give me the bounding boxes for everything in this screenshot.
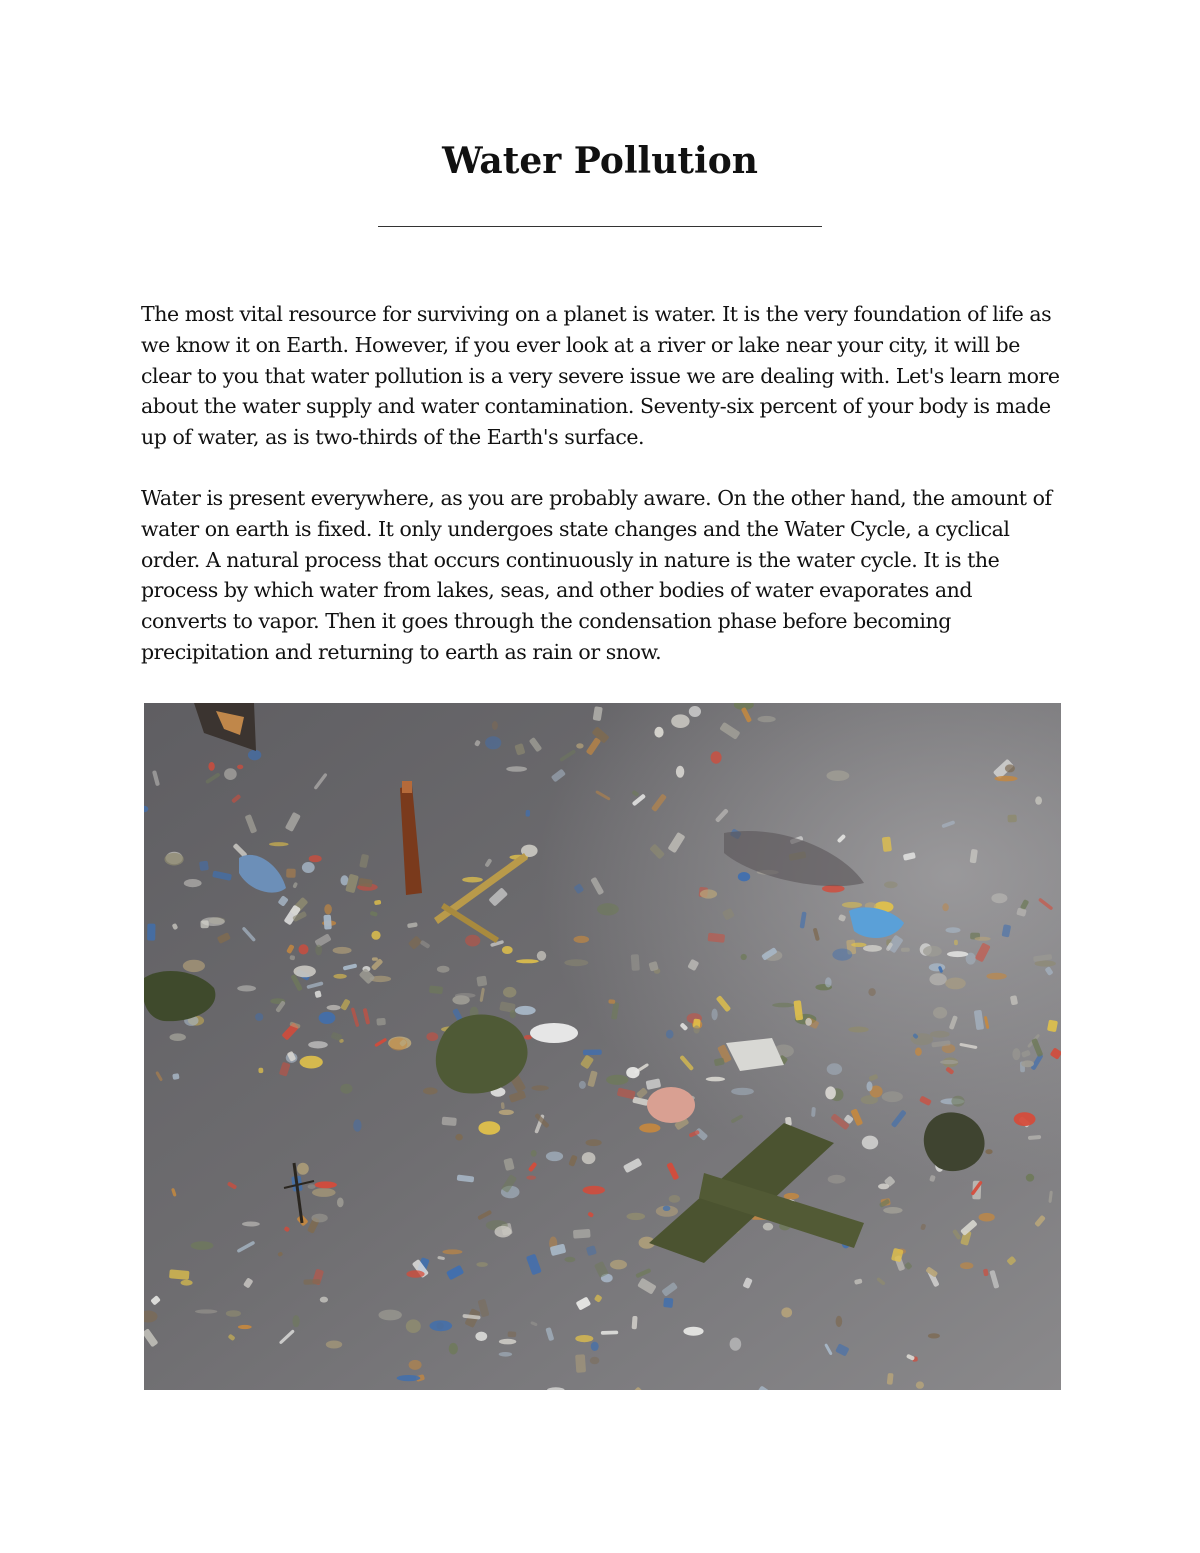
debris-piece	[828, 1175, 846, 1184]
debris-piece	[170, 1033, 186, 1041]
debris-piece	[294, 966, 316, 978]
debris-piece	[462, 877, 483, 883]
debris-piece	[583, 1186, 605, 1195]
debris-piece	[1005, 764, 1015, 772]
debris-piece	[315, 1181, 337, 1188]
debris-piece	[582, 1152, 596, 1164]
debris-piece	[442, 1117, 457, 1126]
debris-piece	[499, 1352, 512, 1357]
debris-piece	[353, 1119, 361, 1131]
debris-piece	[526, 1176, 536, 1180]
debris-piece	[960, 1262, 973, 1269]
debris-piece	[327, 1005, 341, 1010]
debris-piece	[503, 987, 516, 998]
debris-piece	[510, 1010, 516, 1018]
polluted-water-illustration	[144, 703, 1061, 1390]
debris-piece	[195, 1309, 217, 1313]
debris-piece	[531, 1085, 548, 1090]
debris-piece	[324, 904, 332, 914]
debris-piece	[449, 1343, 458, 1355]
debris-piece	[929, 963, 945, 971]
debris-piece	[574, 936, 590, 943]
debris-piece	[429, 985, 443, 994]
debris-piece	[323, 915, 331, 930]
debris-piece	[201, 917, 224, 926]
debris-piece	[499, 1110, 514, 1115]
debris-piece	[525, 810, 530, 817]
debris-piece	[1035, 796, 1042, 804]
debris-piece	[738, 872, 750, 881]
debris-piece	[147, 924, 155, 941]
debris-piece	[564, 1257, 575, 1262]
debris-piece	[183, 960, 205, 972]
debris-piece	[832, 949, 852, 961]
debris-piece	[883, 1207, 902, 1214]
debris-piece	[991, 893, 1007, 903]
debris-piece	[689, 706, 701, 717]
debris-piece	[184, 879, 202, 887]
debris-piece	[929, 973, 946, 985]
debris-piece	[333, 974, 346, 979]
debris-piece	[340, 1084, 352, 1094]
debris-piece	[437, 966, 450, 973]
debris-piece	[772, 1003, 794, 1008]
debris-piece	[741, 954, 747, 960]
paragraph-water-cycle: Water is present everywhere, as you are probably aware. On the other hand, the amount of water on earth is fixed. It only undergoes state changes and the Water Cycle, a cyclical order. A natural process that occurs continuously in nature is the water cycle. It is the process by which water from lakes, seas, and other bodies of water evaporates and converts to vapor. Then it goes through the condensation phase before becoming precipitation and returning to earth as rain or snow.	[141, 486, 1052, 664]
debris-piece	[248, 750, 261, 761]
debris-piece	[191, 1241, 214, 1250]
debris-piece	[319, 1012, 336, 1024]
debris-piece	[546, 1152, 563, 1162]
debris-piece	[606, 1075, 628, 1085]
debris-piece	[887, 1373, 894, 1385]
debris-piece	[763, 1223, 773, 1231]
debris-piece	[693, 1025, 699, 1033]
debris-piece	[601, 1331, 619, 1335]
debris-piece	[671, 714, 689, 728]
debris-piece	[663, 1298, 673, 1308]
debris-piece	[862, 1136, 878, 1150]
debris-piece	[237, 765, 243, 770]
debris-piece	[591, 1342, 599, 1351]
debris-piece	[586, 1139, 602, 1146]
debris-piece	[975, 937, 991, 941]
debris-piece	[579, 1081, 586, 1089]
debris-piece	[224, 768, 237, 780]
debris-piece	[476, 976, 487, 987]
debris-piece	[731, 1088, 754, 1095]
debris-piece	[923, 946, 942, 957]
debris-piece	[237, 985, 256, 991]
debris-piece	[597, 903, 619, 915]
debris-piece	[730, 1338, 742, 1351]
debris-piece	[409, 1360, 422, 1370]
debris-piece	[940, 1060, 958, 1064]
debris-piece	[805, 1018, 812, 1026]
debris-piece	[1014, 1112, 1036, 1126]
debris-piece	[583, 1050, 602, 1056]
debris-piece	[499, 1339, 516, 1345]
debris-piece	[506, 766, 527, 772]
debris-piece	[1012, 1048, 1020, 1060]
debris-piece	[376, 1018, 386, 1026]
debris-piece	[863, 945, 882, 952]
debris-piece	[712, 1009, 718, 1021]
debris-piece	[442, 1249, 462, 1254]
debris-piece	[590, 1357, 600, 1365]
debris-piece	[933, 1007, 947, 1019]
debris-piece	[524, 1035, 532, 1040]
debris-piece	[242, 1222, 260, 1227]
debris-piece	[666, 1030, 674, 1039]
debris-piece	[531, 1150, 537, 1157]
debris-piece	[371, 931, 380, 940]
debris-piece	[825, 977, 832, 987]
debris-piece	[320, 1297, 328, 1303]
debris-piece	[928, 1333, 940, 1338]
debris-piece	[884, 881, 898, 888]
debris-piece	[406, 1270, 424, 1278]
debris-piece	[683, 1327, 703, 1336]
debris-piece	[575, 1335, 593, 1342]
debris-piece	[836, 1316, 843, 1327]
debris-piece	[576, 743, 583, 748]
debris-piece	[208, 762, 214, 771]
debris-piece	[842, 902, 862, 908]
debris-piece	[537, 951, 546, 961]
debris-piece	[882, 837, 892, 853]
debris-piece	[311, 1214, 327, 1223]
debris-piece	[1021, 1060, 1034, 1067]
debris-piece	[626, 1067, 639, 1078]
debris-piece	[312, 1188, 336, 1197]
debris-piece	[333, 947, 352, 954]
page-title: Water Pollution	[442, 140, 758, 182]
debris-piece	[1007, 815, 1016, 823]
debris-piece	[372, 957, 378, 960]
debris-piece	[867, 1081, 873, 1091]
debris-piece	[455, 993, 476, 998]
debris-piece	[945, 978, 966, 990]
debris-piece	[286, 869, 296, 878]
debris-piece	[825, 1086, 836, 1099]
debris-piece	[269, 842, 289, 846]
debris-piece	[476, 1262, 488, 1267]
debris-piece	[663, 1206, 671, 1211]
debris-piece	[1026, 1174, 1034, 1182]
debris-piece	[930, 1031, 950, 1038]
debris-piece	[169, 1269, 190, 1280]
debris-piece	[711, 751, 722, 763]
debris-piece	[631, 954, 640, 971]
debris-piece	[947, 951, 968, 957]
debris-piece	[942, 903, 948, 911]
debris-piece	[986, 973, 1006, 980]
debris-piece	[575, 1354, 586, 1373]
debris-piece	[492, 721, 498, 730]
debris-piece	[954, 940, 958, 946]
debris-piece	[495, 1226, 512, 1238]
debris-piece	[827, 770, 850, 781]
debris-piece	[946, 927, 961, 933]
debris-piece	[303, 1279, 320, 1285]
debris-piece	[848, 1027, 868, 1033]
paragraph-intro: The most vital resource for surviving on a planet is water. It is the very foundation of life as we know it on Earth. However, if you ever look at a river or lake near your city, it will be clear to you that water pollution is a very severe issue we are dealing with. Let's learn more about the water supply and water contamination. Seventy-six percent of your body is made up of water, as is two-thirds of the Earth's surface.	[141, 302, 1060, 450]
debris-piece	[478, 1121, 500, 1135]
debris-piece	[337, 1198, 344, 1208]
polluted-water-photo	[144, 703, 1061, 1390]
debris-piece	[181, 1280, 193, 1286]
debris-piece	[397, 1375, 421, 1381]
debris-piece	[315, 945, 322, 956]
debris-piece	[851, 943, 866, 947]
debris-piece	[300, 1056, 323, 1069]
debris-piece	[475, 1332, 487, 1341]
debris-piece	[995, 776, 1018, 782]
debris-piece	[654, 727, 663, 738]
debris-piece	[258, 1068, 263, 1074]
debris-piece	[326, 1341, 342, 1349]
debris-piece	[985, 1149, 992, 1154]
debris-piece	[632, 1316, 638, 1330]
debris-piece	[706, 1077, 725, 1082]
debris-piece	[573, 1229, 591, 1239]
debris-piece	[901, 948, 910, 952]
debris-piece	[465, 935, 480, 947]
debris-piece	[700, 889, 717, 898]
debris-piece	[868, 988, 875, 996]
debris-piece	[455, 1134, 462, 1141]
debris-piece	[299, 944, 309, 954]
debris-piece	[882, 1091, 903, 1102]
debris-piece	[916, 1381, 924, 1388]
debris-piece	[979, 1213, 995, 1222]
debris-piece	[758, 716, 776, 722]
debris-piece	[951, 1096, 964, 1107]
debris-piece	[669, 1195, 680, 1203]
debris-piece	[423, 1087, 438, 1094]
debris-piece	[226, 1310, 241, 1317]
debris-piece	[293, 1315, 300, 1327]
debris-piece	[627, 1213, 646, 1220]
debris-piece	[485, 736, 501, 749]
title-divider	[378, 226, 822, 227]
debris-piece	[639, 1123, 660, 1132]
debris-piece	[308, 1184, 316, 1189]
debris-piece	[915, 1048, 922, 1056]
debris-piece	[502, 946, 513, 954]
debris-piece	[516, 959, 539, 963]
debris-piece	[238, 1325, 252, 1329]
debris-piece	[508, 1331, 517, 1337]
debris-piece	[302, 862, 315, 873]
debris-piece	[515, 1006, 536, 1015]
debris-piece	[255, 1013, 263, 1021]
debris-piece	[426, 1032, 438, 1041]
debris-piece	[406, 1319, 421, 1333]
debris-piece	[165, 853, 184, 866]
debris-piece	[309, 855, 322, 862]
debris-piece	[308, 1041, 328, 1048]
debris-piece	[676, 766, 684, 778]
debris-piece	[827, 1063, 842, 1075]
debris-piece	[708, 933, 726, 943]
debris-piece	[781, 1307, 792, 1317]
debris-piece	[610, 1260, 627, 1270]
debris-piece	[297, 1163, 309, 1175]
debris-piece	[564, 959, 588, 966]
debris-piece	[430, 1320, 453, 1331]
debris-piece	[784, 1193, 799, 1200]
debris-piece	[379, 1310, 402, 1321]
debris-piece	[199, 861, 209, 871]
